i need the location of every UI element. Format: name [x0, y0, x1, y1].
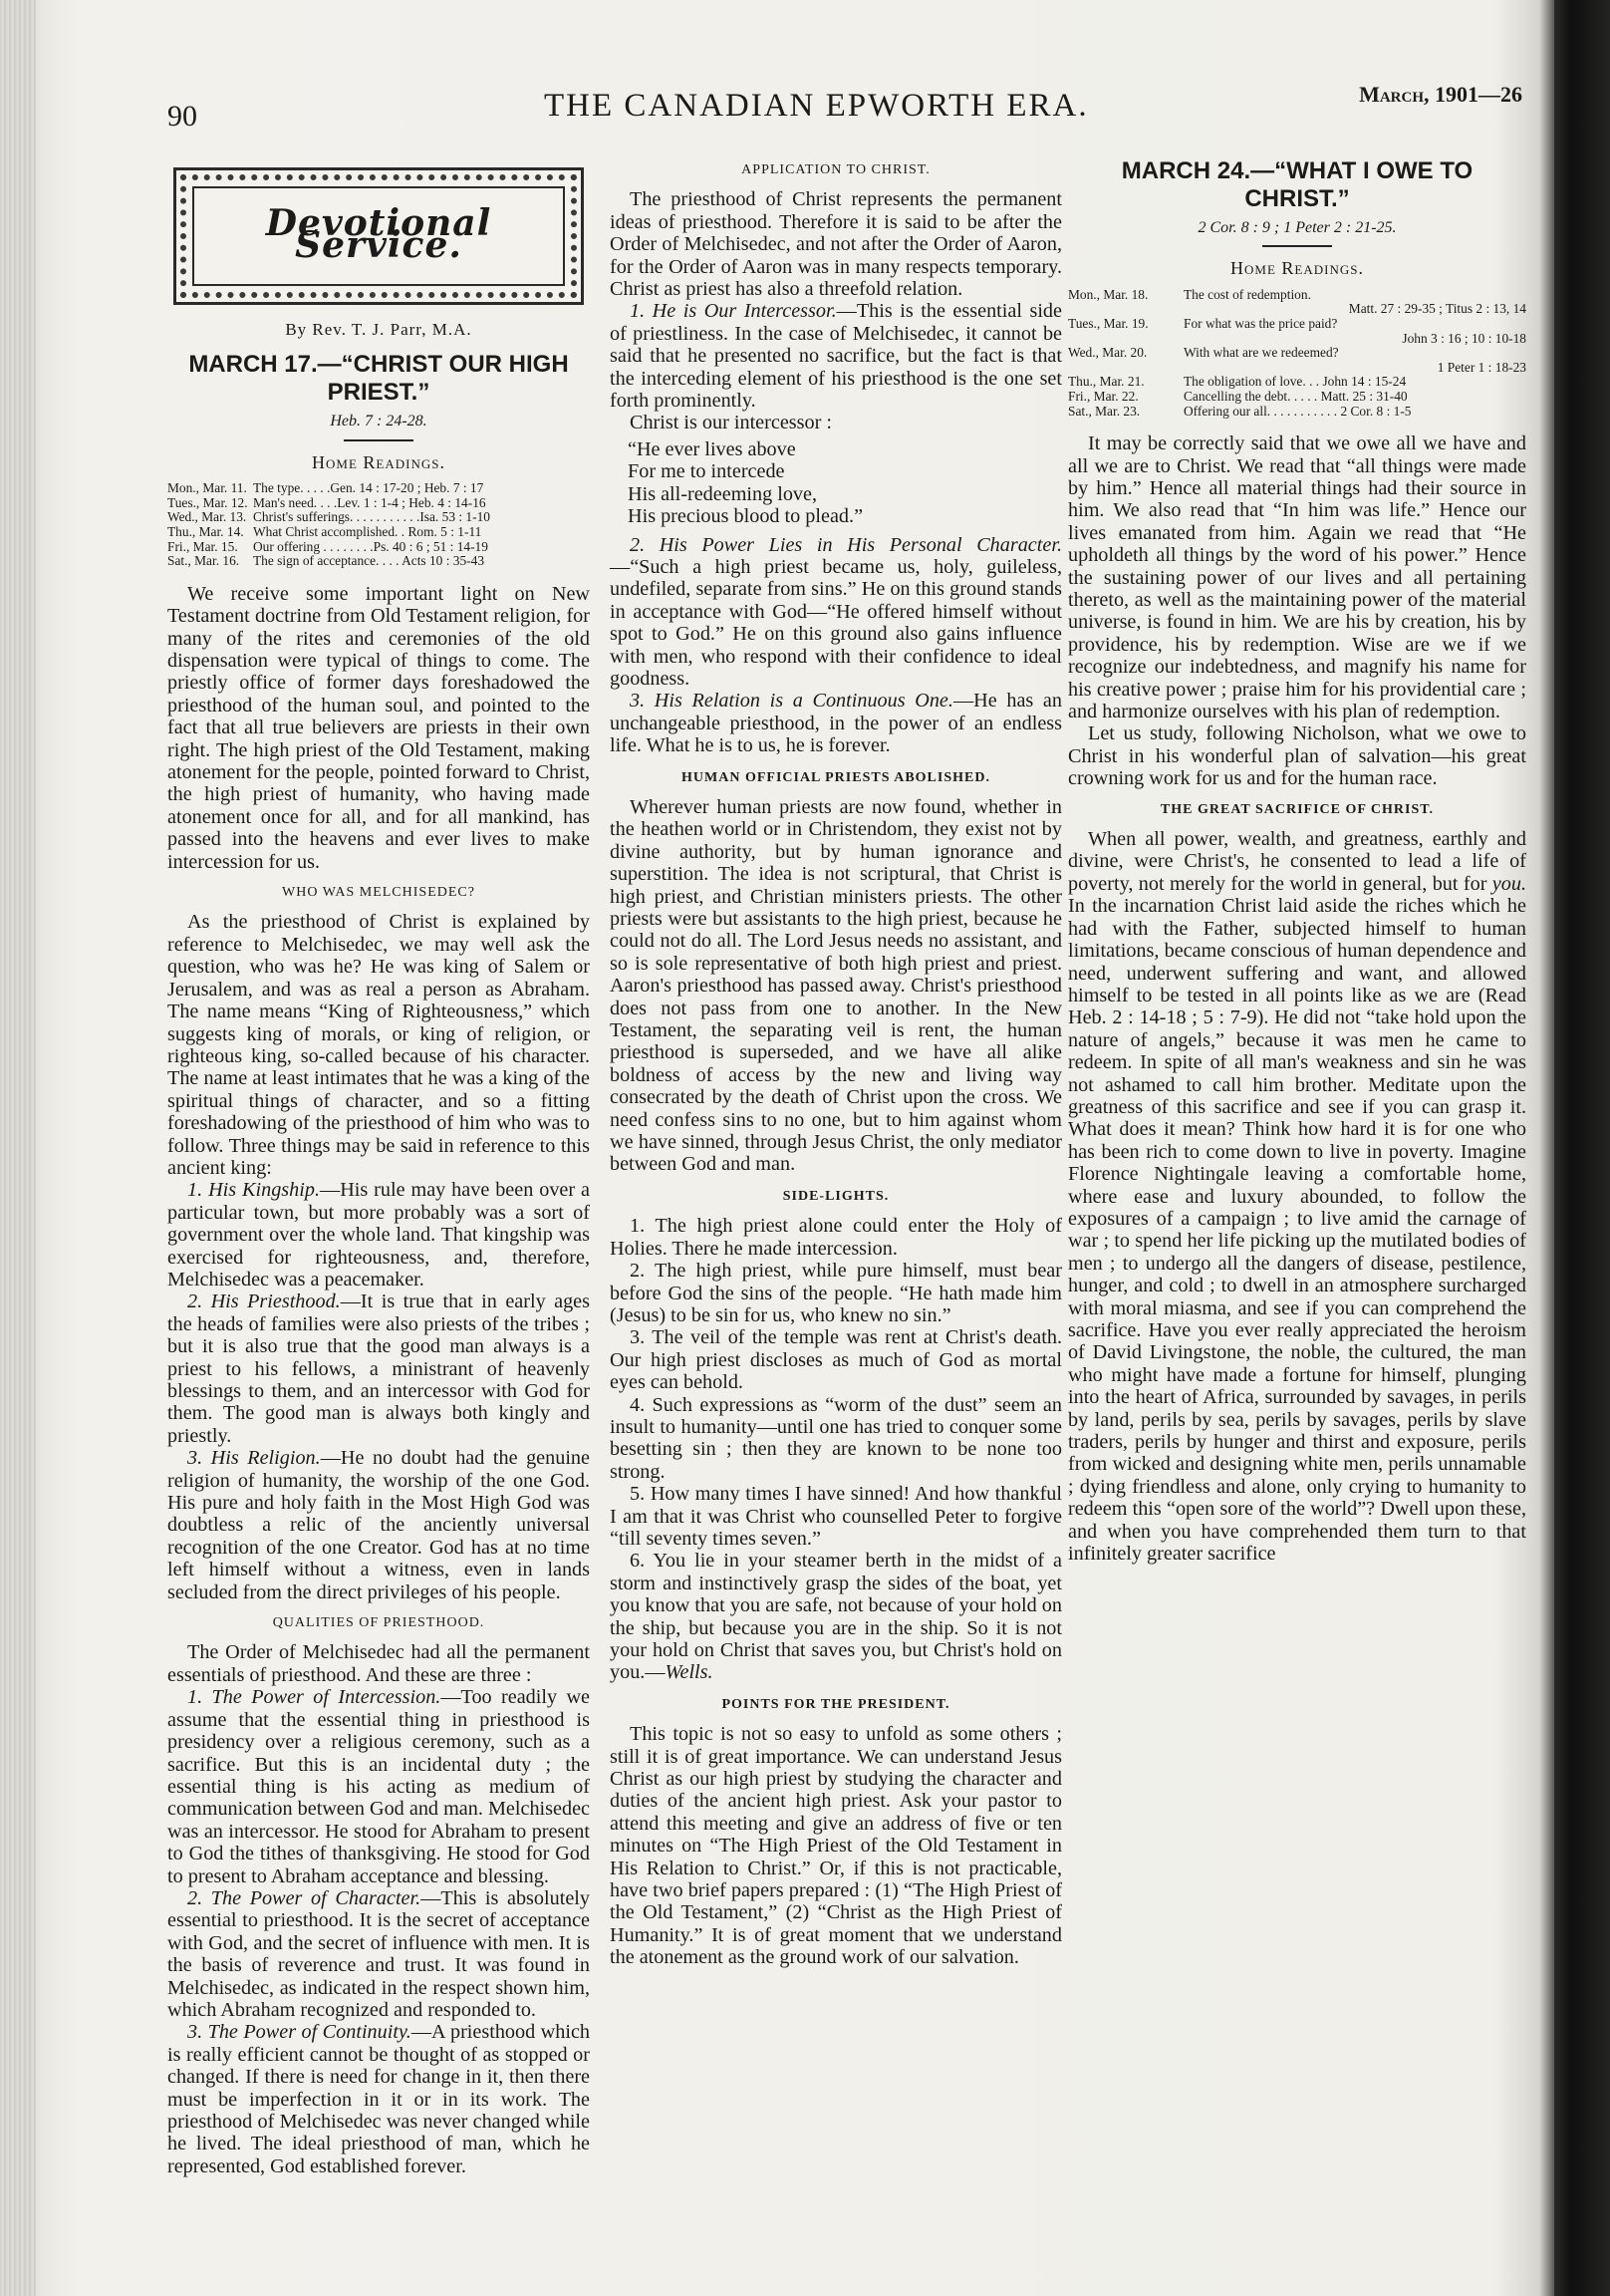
banner-title: Devotional Service.: [265, 202, 492, 267]
reading-ref: John 3 : 16 ; 10 : 10-18: [1402, 330, 1526, 346]
emphasis: you.: [1491, 872, 1526, 895]
paragraph: As the priesthood of Christ is explained by reference to Melchisedec, we may well ask the question, who was he? He was king of Salem or Jerusalem, and was as real a person as Abraham. The name means “King of Righteousness,” which suggests king of morals, or king of religion, or righteous king, so-called because of his character. The name at least intimates that he was a king of the spiritual things of character, and so a fitting foreshadowing of the priesthood of him who was to follow. Three things may be said in reference to this ancient king:: [167, 911, 590, 1179]
reading-ref: 1 Peter 1 : 18-23: [1437, 359, 1526, 375]
point-title: 3. His Religion.: [187, 1447, 321, 1470]
point-title: 1. The Power of Intercession.: [187, 1686, 441, 1709]
sidelight-text: 6. You lie in your steamer berth in the midst of a storm and instinctively grasp the sides of the boat, yet you know that you are safe, not because of your hold on the ship, but because you are in the ship. So it is not your hold on Christ that saves you, but Christ's hold on you.—: [610, 1550, 1062, 1684]
point-text: —It is true that in early ages the heads of families were also priests of the tribes ; but it is also true that the good man always is a priest to his fellows, a ministrant of heavenly blessings to them, and an intercessor with God for them. The good man is always both kingly and priestly.: [167, 1291, 590, 1447]
reading-day: Sat., Mar. 16.: [167, 553, 240, 569]
reading-day: Wed., Mar. 20.: [1068, 345, 1148, 361]
page-number: 90: [167, 100, 197, 133]
paragraph: We receive some important light on New Testament doctrine from Old Testament religion, for many of the rites and ceremonies of the old dispensation were typical of things to come. The priestly office of former days foreshadowed the priesthood of the human soul, and pointed to the fact that all true believers are priests in their own right. The high priest of the Old Testament, making atonement for the people, pointed forward to Christ, the high priest of humanity, who having made atonement once for all, and for all mankind, has passed into the heavens and ever lives to make intercession for us.: [167, 582, 590, 873]
reading-text: Christ's sufferings. . . . . . . . . . .Isa. 53 : 1-10: [253, 509, 490, 525]
byline: By Rev. T. J. Parr, M.A.: [285, 320, 472, 339]
paragraph: [167, 1179, 590, 1291]
page-edge-shadow: [1554, 0, 1610, 2296]
poem-line: His precious blood to plead.”: [628, 505, 864, 528]
paragraph: [167, 1887, 590, 2021]
reading-title: The cost of redemption.: [1184, 286, 1311, 302]
paragraph: [167, 1447, 590, 1603]
reading-row: [1068, 375, 1526, 390]
paragraph: This topic is not so easy to unfold as some others ; still it is of great importance. We can understand Jesus Christ as our high priest by studying the character and duties of the ancient high priest. Ask your pastor to attend this meeting and give an address of five or ten minutes on “The High Priest of the Old Testament in His Relation to Christ.” Or, if this is not practicable, have two brief papers prepared : (1) “The High Priest of the Old Testament,” (2) “Christ as the High Priest of Humanity.” It is of great moment that we understand the atonement as the ground work of our salvation.: [610, 1723, 1062, 1969]
reading-day: Tues., Mar. 12.: [167, 494, 248, 510]
reading-row: [167, 554, 590, 569]
paragraph: [610, 690, 1062, 756]
sidelight-item: 3. The veil of the temple was rent at Christ's death. Our high priest discloses as much of God as mortal eyes can behold.: [610, 1326, 1062, 1394]
point-title: 2. His Priesthood.: [187, 1291, 341, 1313]
reading-text: [1180, 288, 1526, 317]
section-banner: [173, 167, 584, 305]
sidelight-item: 4. Such expressions as “worm of the dust” seem an insult to humanity—until one has tried to conquer some besetting sin ; then they are known to be none too strong.: [610, 1393, 1062, 1483]
reading-text: Offering our all. . . . . . . . . . . 2 Cor. 8 : 1-5: [1184, 403, 1412, 419]
reading-text: The sign of acceptance. . . . Acts 10 : 35-43: [253, 553, 485, 569]
reading-day: Tues., Mar. 19.: [1068, 316, 1149, 331]
poem-line: His all-redeeming love,: [628, 482, 818, 505]
section-heading: WHO WAS MELCHISEDEC?: [282, 885, 475, 901]
readings-heading: Home Readings.: [312, 451, 445, 472]
binding-edge: [0, 0, 36, 2296]
point-text: —He no doubt had the genuine religion of humanity, the worship of the one God. His pure and holy faith in the Most High God was doubtless a relic of the anciently universal recognition of the one Creator. God has at no time left himself without a witness, even in lands secluded from the direct privileges of his people.: [167, 1447, 590, 1603]
reading-day: Thu., Mar. 14.: [167, 524, 244, 539]
reading-row: [1068, 390, 1526, 405]
divider: [1262, 245, 1332, 247]
sidelight-item: 2. The high priest, while pure himself, must bear before God the sins of the people. “He hath made him (Jesus) to be sin for us, who knew no sin.”: [610, 1260, 1062, 1326]
lesson-title: MARCH 24.—“WHAT I OWE TO CHRIST.”: [1121, 157, 1474, 212]
reading-text: The type. . . . .Gen. 14 : 17-20 ; Heb. 7 : 17: [253, 480, 484, 496]
page-header: [167, 78, 1522, 138]
section-heading: POINTS FOR THE PRESIDENT.: [721, 1696, 950, 1712]
sidelight-item: [610, 1550, 1062, 1683]
reading-row: [167, 540, 590, 555]
journal-title: THE CANADIAN EPWORTH ERA.: [544, 88, 1089, 124]
paragraph: The priesthood of Christ represents the permanent ideas of priesthood. Therefore it is said to be after the Order of Melchisedec, and not after the Order of Aaron, for the Order of Aaron was in many respects temporary. Christ as priest has also a threefold relation.: [610, 188, 1062, 301]
point-title: 3. His Relation is a Continuous One.: [630, 690, 953, 713]
reading-day: Wed., Mar. 13.: [167, 509, 247, 525]
point-title: 2. The Power of Character.: [187, 1886, 421, 1909]
reading-text: Cancelling the debt. . . . . Matt. 25 : 31-40: [1184, 388, 1408, 404]
spacer: [1068, 138, 1526, 151]
reading-title: With what are we redeemed?: [1184, 345, 1339, 361]
point-title: 1. He is Our Intercessor.: [630, 300, 837, 323]
reading-text: The obligation of love. . . John 14 : 15-24: [1184, 374, 1407, 390]
paragraph: [610, 534, 1062, 691]
reading-text: [1180, 317, 1526, 346]
hymn-quote: [628, 438, 1062, 528]
sidelight-item: 5. How many times I have sinned! And how thankful I am that it was Christ who counselled Peter to forgive “till seventy times seven.”: [610, 1483, 1062, 1550]
divider: [344, 439, 413, 441]
point-text: —A priesthood which is really efficient cannot be thought of as stopped or changed. If there is need for change in it, then there must be imperfection in it or in its work. The priesthood of Melchisedec was never changed while he lived. The ideal priesthood of man, which he represented, God established forever.: [167, 2021, 590, 2177]
paragraph-text: When all power, wealth, and greatness, earthly and divine, were Christ's, he consented to lead a life of poverty, not merely for the world in general, but for: [1068, 828, 1526, 895]
point-text: —Too readily we assume that the essential thing in priesthood is presidency over a religious ceremony, such as a sacrifice. But this is an incidental duty ; the essential thing is his acting as medium of communication between God and man. Melchisedec was an intercessor. He stood for Abraham to present to God the tithes of thanksgiving. He stood for God to present to Abraham acceptance and blessing.: [167, 1686, 590, 1887]
reading-row: [167, 481, 590, 496]
sidelight-author: Wells.: [665, 1661, 713, 1684]
reading-text: What Christ accomplished. . Rom. 5 : 1-11: [253, 524, 482, 539]
reading-ref: Matt. 27 : 29-35 ; Titus 2 : 13, 14: [1348, 301, 1526, 317]
reading-day: Mon., Mar. 18.: [1068, 286, 1149, 302]
reading-day: Sat., Mar. 23.: [1068, 403, 1141, 419]
poem-line: For me to intercede: [628, 460, 785, 483]
reading-text: Man's need. . . .Lev. 1 : 1-4 ; Heb. 4 : 14-16: [253, 494, 486, 510]
point-text: —He has an unchangeable priesthood, in the power of an endless life. What he is to us, he is forever.: [610, 690, 1062, 757]
lesson-title: MARCH 17.—“CHRIST OUR HIGH PRIEST.”: [188, 351, 569, 407]
section-heading: QUALITIES OF PRIESTHOOD.: [272, 1615, 485, 1631]
paragraph: Christ is our intercessor :: [630, 412, 832, 434]
reading-row: [1068, 288, 1526, 317]
point-title: 3. The Power of Continuity.: [187, 2021, 411, 2044]
reading-title: For what was the price paid?: [1184, 316, 1338, 331]
point-text: —“Such a high priest became us, holy, guileless, undefiled, separate from sins.” He on this ground stands in acceptance with God—“He offered himself without spot to God.” He on this ground also gains influence with men, who respond with their confidence to ideal goodness.: [610, 555, 1062, 690]
reading-day: Fri., Mar. 22.: [1068, 388, 1139, 404]
reading-row: [1068, 346, 1526, 375]
column-3: [1068, 138, 1526, 1565]
paragraph: [167, 1291, 590, 1447]
reading-row: [167, 525, 590, 540]
section-heading: SIDE-LIGHTS.: [782, 1188, 890, 1204]
home-readings: [167, 481, 590, 569]
reading-row: [167, 496, 590, 511]
paragraph: The Order of Melchisedec had all the permanent essentials of priesthood. And these are three :: [167, 1641, 590, 1686]
paragraph: [1068, 828, 1526, 1565]
home-readings: [1068, 288, 1526, 419]
point-text: —His rule may have been over a particular town, but more probably was a sort of government over the whole land. That kingship was exercised for righteousness, and, therefore, Melchisedec was a peacemaker.: [167, 1179, 591, 1291]
point-title: 1. His Kingship.: [187, 1179, 321, 1202]
paragraph: It may be correctly said that we owe all we have and all we are to Christ. We read that “all things were made by him.” Hence all material things had their source in him. We also read that “In him was life.” Hence our lives emanated from him. Again we read that “He upholdeth all things by the word of his power.” Hence the sustaining power of our lives and all pertaining thereto, as well as the maintaining power of the material universe, is found in him. We are his by creation, his by providence, his by redemption. Wise are we if we recognize our indebtedness, and magnify his name for his creative power ; praise him for his providential care ; and harmonize ourselves with his plan of redemption.: [1068, 432, 1526, 723]
reading-row: [167, 510, 590, 525]
reading-row: [1068, 317, 1526, 346]
sidelight-item: 1. The high priest alone could enter the Holy of Holies. There he made intercession.: [610, 1215, 1062, 1260]
issue-date: March, 1901—26: [1359, 82, 1522, 107]
section-heading: APPLICATION TO CHRIST.: [741, 162, 931, 177]
paragraph: [167, 2021, 590, 2177]
reading-day: Mon., Mar. 11.: [167, 480, 247, 496]
poem-line: “He ever lives above: [628, 437, 796, 460]
point-text: —This is the essential side of priestliness. In the case of Melchisedec, it cannot be said that he presented no sacrifice, but the fact is that the interceding element of his priesthood is the one set forth prominently.: [610, 300, 1062, 413]
scripture-reference: 2 Cor. 8 : 9 ; 1 Peter 2 : 21-25.: [1198, 219, 1397, 236]
column-1: [167, 147, 590, 2177]
paragraph: Let us study, following Nicholson, what we owe to Christ in his wonderful plan of salvation—his great crowning work for us and for the human race.: [1068, 722, 1526, 790]
point-title: 2. His Power Lies in His Personal Character.: [630, 533, 1062, 556]
scripture-reference: Heb. 7 : 24-28.: [330, 413, 427, 430]
reading-text: [1180, 346, 1526, 375]
paragraph-text: In the incarnation Christ laid aside the riches which he had with the Father, subjected himself to human limitations, became conscious of human dependence and need, underwent suffering and want, and allowed himself to be tested in all points like as we are (Read Heb. 2 : 14-18 ; 5 : 7-9). He did not “take hold upon the nature of angels,” because it was men he came to redeem. In spite of all man's weakness and sin he was not ashamed to call him brother. Meditate upon the greatness of this sacrifice and see if you can grasp it. What does it mean? Think how hard it is for one who has been rich to come down to live in poverty. Imagine Florence Nightingale leaving a comfortable home, where ease and luxury abounded, to follow the exposures of a campaign ; to live amid the carnage of war ; to spend her life picking up the mutilated bodies of men ; to undergo all the dangers of disease, pestilence, hunger, and cold ; to dwell in an atmosphere surcharged with moral miasma, and see if you can comprehend the sacrifice. Have you ever really appreciated the heroism of David Livingstone, the noble, the cultured, the man who might have made a fortune for himself, plunging into the heart of Africa, surrounded by savages, in perils by land, perils by sea, perils by savages, perils by slave traders, perils by hunger and thirst and exposure, perils from wicked and designing white men, perils unnamable ; dying friendless and alone, only crying to humanity to redeem this “open sore of the world”? Dwell upon these, and when you have comprehended them turn to that infinitely greater sacrifice: [1068, 895, 1526, 1566]
column-2: [610, 149, 1062, 1969]
paragraph: [167, 1686, 590, 1887]
reading-text: Our offering . . . . . . . .Ps. 40 : 6 ; 51 : 14-19: [253, 538, 488, 554]
paragraph: Wherever human priests are now found, whether in the heathen world or in Christendom, they exist not by divine authority, but by human ignorance and superstition. The idea is not scriptural, that Christ is high priest, and Christian ministers priests. The other priests were but assistants to the high priest, because he could not do all. The Lord Jesus needs no assistant, and so is sole representative of both high priest and priest. Aaron's priesthood has passed away. Christ's priesthood does not pass from one to another. In the New Testament, the separating veil is rent, the human priesthood is superseded, and we have all alike boldness of access by the new and living way consecrated by the death of Christ upon the cross. We need confess sins to no one, but to him against whom we have sinned, through Jesus Christ, the only mediator between God and man.: [610, 795, 1062, 1176]
reading-day: Thu., Mar. 21.: [1068, 374, 1145, 390]
readings-heading: Home Readings.: [1230, 258, 1364, 279]
point-text: —This is absolutely essential to priesthood. It is the secret of acceptance with God, and the secret of influence with men. It is the basis of reverence and trust. It was found in Melchisedec, as indicated in the respect shown him, which Abraham recognized and responded to.: [167, 1886, 590, 2021]
reading-day: Fri., Mar. 15.: [167, 538, 238, 554]
paragraph: [610, 300, 1062, 412]
reading-row: [1068, 405, 1526, 420]
section-heading: THE GREAT SACRIFICE OF CHRIST.: [1160, 801, 1435, 817]
section-heading: HUMAN OFFICIAL PRIESTS ABOLISHED.: [681, 769, 990, 785]
